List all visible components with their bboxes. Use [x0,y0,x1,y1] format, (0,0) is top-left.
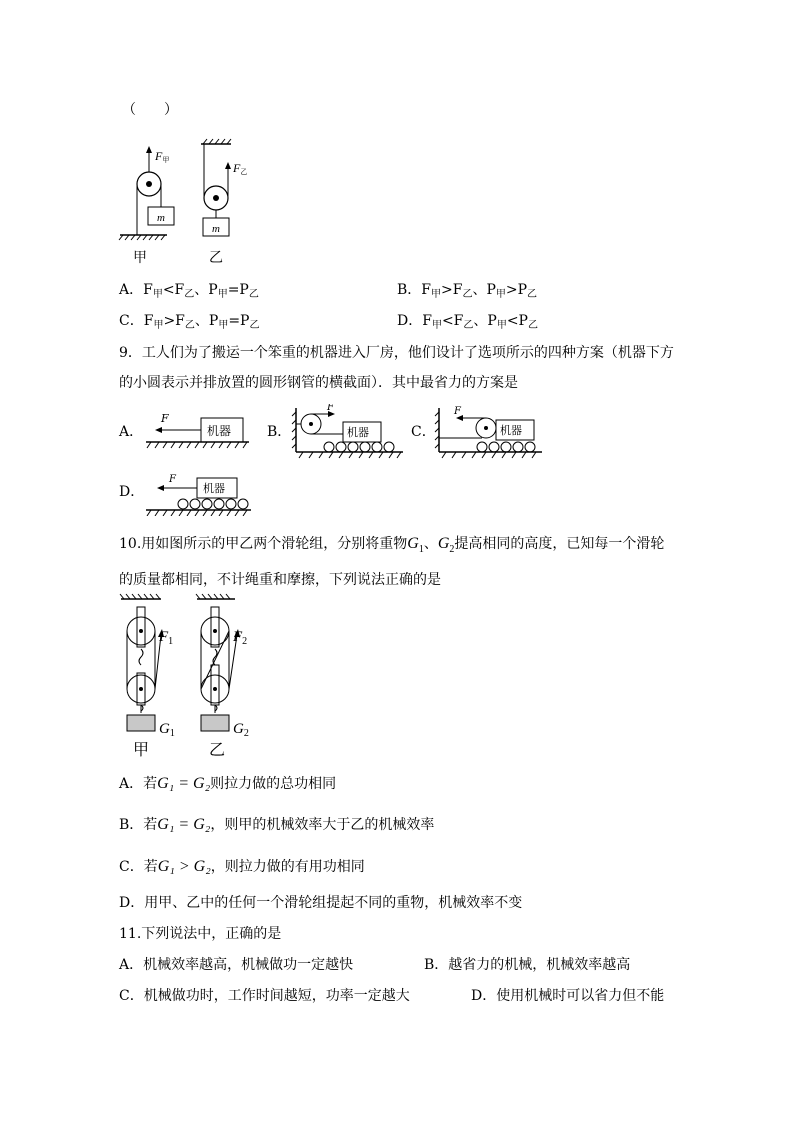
figure-label-jia: 甲 [133,740,150,759]
mass-label-yi: m [212,223,220,235]
pulley-block-jia [120,594,161,731]
answer-paren: （ ） [122,102,178,118]
machine-label: 机器 [207,424,232,438]
q9-option-c-label[interactable]: C． [411,424,436,440]
weight-label-g2: $G_2$ [233,721,249,739]
q8-option-b[interactable]: B．$F_甲>F_乙$、$P_甲>P_乙$ [397,282,538,300]
q9-figure-b [291,404,406,460]
q10-option-b[interactable]: B．若G₁ = G₂，则甲的机械效率大于乙的机械效率 [119,816,435,833]
q9-figure-a [143,404,253,450]
q10-pulley-figure [115,593,265,763]
q10-option-a[interactable]: A．若G₁ = G₂则拉力做的总功相同 [119,775,337,792]
figure-label-jia: 甲 [133,250,147,266]
q9-figure-d [143,470,255,516]
machine-label: 机器 [347,426,369,439]
q8-option-c[interactable]: C．$F_甲>F_乙$、$P_甲=P_乙$ [119,313,260,331]
force-label-yi: F乙 [233,161,248,176]
q10-stem-line1: 10.用如图所示的甲乙两个滑轮组，分别将重物$G_1$、$G_2$提高相同的高度，已知每一个滑轮 [119,535,665,556]
q11-option-a[interactable]: A．机械效率越高，机械做功一定越快 [119,957,354,973]
q9-option-d-label[interactable]: D． [119,484,145,500]
figure-label-yi: 乙 [209,740,226,759]
q9-stem-line2: 的小圆表示并排放置的圆形钢管的横截面）．其中最省力的方案是 [119,375,518,391]
force-label-f1: $F_1$ [159,629,174,647]
force-label: F [454,406,461,417]
q9-option-b-label[interactable]: B． [267,424,292,440]
force-label: F [161,412,169,425]
machine-label: 机器 [500,424,522,437]
weight-label-g1: $G_1$ [159,721,175,739]
pulley-block-yi [196,594,237,731]
q9-stem-line1: 9．工人们为了搬运一个笨重的机器进入厂房，他们设计了选项所示的四种方案（机器下方 [119,345,674,361]
q9-option-a-label[interactable]: A． [119,424,144,440]
q11-option-d[interactable]: D．使用机械时可以省力但不能 [471,988,665,1004]
mass-label-jia: m [157,212,165,224]
pulley-yi [201,139,231,236]
force-label: F [327,404,334,413]
q8-option-d[interactable]: D．$F_甲<F_乙$、$P_甲<P_乙$ [397,313,538,331]
q9-figure-c [434,404,546,460]
q8-pulley-figure [115,138,265,270]
force-label-jia: F甲 [155,149,170,164]
q11-option-c[interactable]: C．机械做功时，工作时间越短，功率一定越大 [119,988,410,1004]
q10-option-d[interactable]: D．用甲、乙中的任何一个滑轮组提起不同的重物，机械效率不变 [119,895,523,911]
q10-stem-line2: 的质量都相同，不计绳重和摩擦，下列说法正确的是 [119,572,441,588]
q8-option-a[interactable]: A．$F_甲<F_乙$、$P_甲=P_乙$ [119,282,259,300]
force-label-f2: $F_2$ [233,629,248,647]
q11-stem: 11.下列说法中，正确的是 [119,926,282,942]
q10-option-c[interactable]: C．若G₁ > G₂，则拉力做的有用功相同 [119,858,365,875]
q11-option-b[interactable]: B．越省力的机械，机械效率越高 [424,957,631,973]
figure-label-yi: 乙 [209,250,223,266]
force-label: F [169,474,176,485]
machine-label: 机器 [203,482,225,495]
